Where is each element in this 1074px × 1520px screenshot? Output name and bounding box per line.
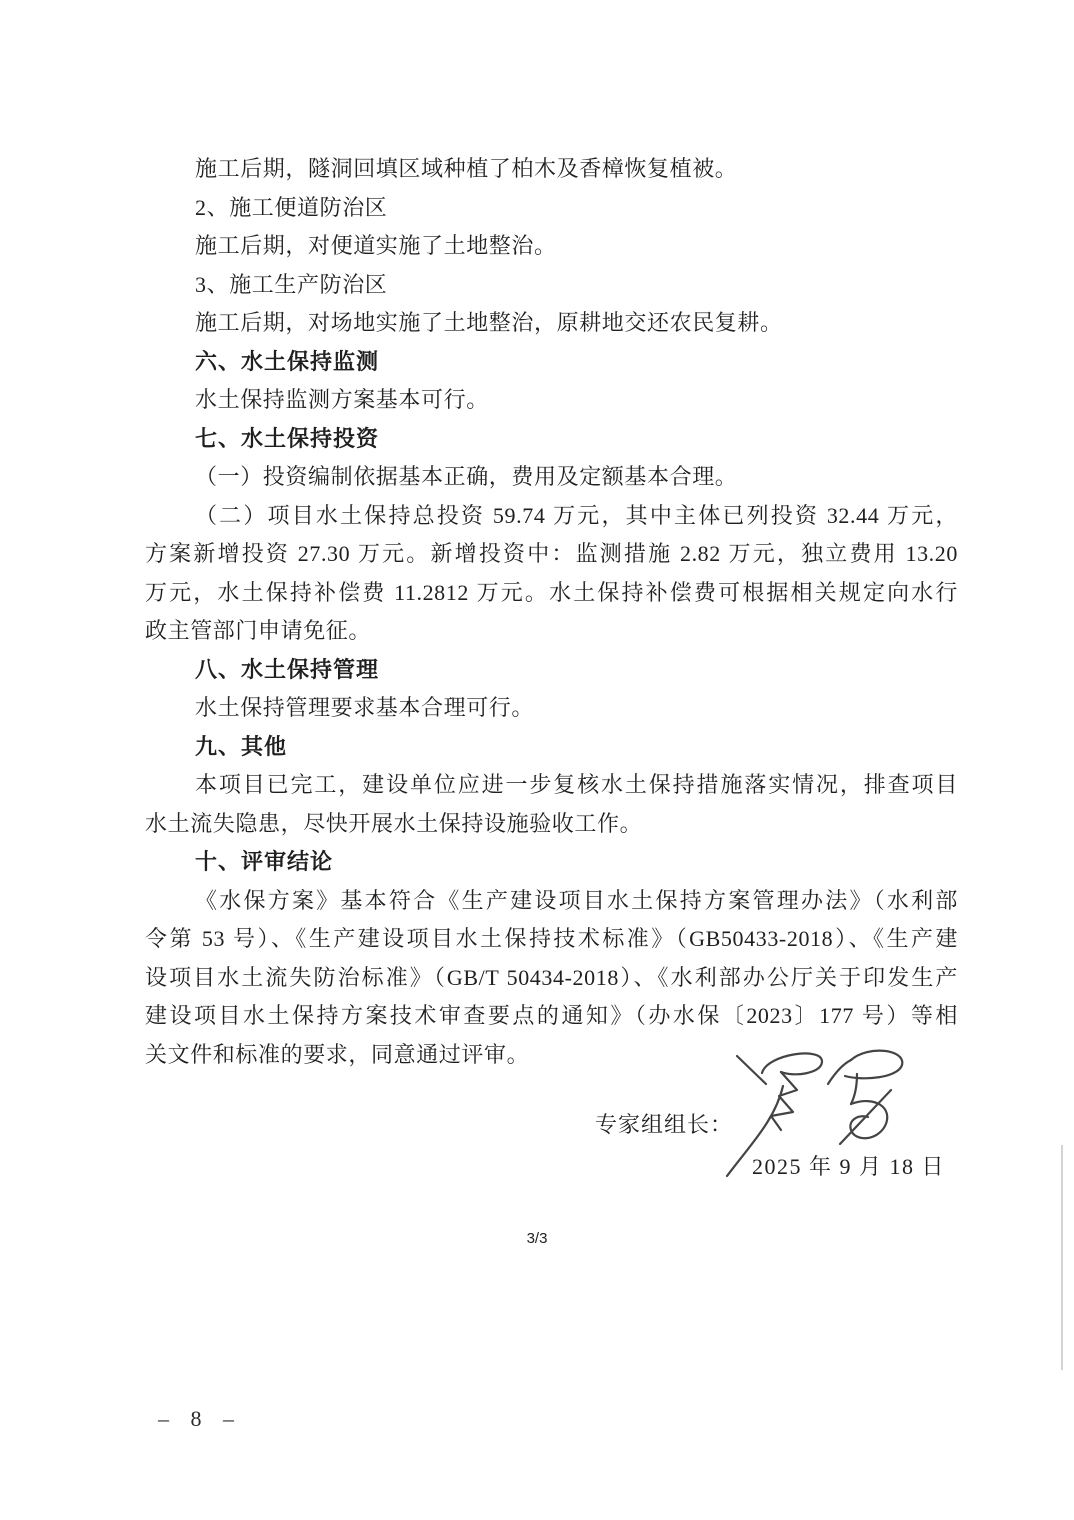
text-line: 水土保持管理要求基本合理可行。 <box>195 695 535 720</box>
text-line: （一）投资编制依据基本正确，费用及定额基本合理。 <box>195 464 738 489</box>
section-heading: 六、水土保持监测 <box>195 348 380 374</box>
text-line: （二）项目水土保持总投资 59.74 万元，其中主体已列投资 32.44 万元， <box>195 502 958 528</box>
text-line: 令第 53 号）、《生产建设项目水土保持技术标准》（GB50433-2018）、《生产建 <box>145 926 958 951</box>
signature-stroke <box>762 1053 822 1074</box>
text-line: 万元，水土保持补偿费 11.2812 万元。水土保持补偿费可根据相关规定向水行 <box>145 579 958 605</box>
text-line: 《水保方案》基本符合《生产建设项目水土保持方案管理办法》（水利部 <box>195 887 958 913</box>
text-line: 2、施工便道防治区 <box>195 194 388 220</box>
section-heading: 九、其他 <box>195 733 288 759</box>
text-line: 方案新增投资 27.30 万元。新增投资中：监测措施 2.82 万元，独立费用 13.20 <box>145 541 958 566</box>
text-line: 建设项目水土保持方案技术审查要点的通知》（办水保〔2023〕177 号）等相 <box>145 1003 958 1028</box>
signature-stroke <box>845 1051 902 1079</box>
text-line: 政主管部门申请免征。 <box>145 618 372 643</box>
text-line: 关文件和标准的要求，同意通过评审。 <box>145 1041 530 1067</box>
text-line: 3、施工生产防治区 <box>195 271 388 297</box>
text-line: 水土保持监测方案基本可行。 <box>195 387 489 412</box>
signature-stroke <box>828 1060 851 1084</box>
section-heading: 十、评审结论 <box>195 849 334 874</box>
scan-artifact-line <box>1061 1145 1063 1370</box>
signature-stroke <box>840 1090 891 1144</box>
text-line: 设项目水土流失防治标准》（GB/T 50434-2018）、《水利部办公厅关于印发生产 <box>145 964 958 990</box>
signature-date: 2025 年 9 月 18 日 <box>752 1154 946 1179</box>
page-number: – 8 – <box>158 1406 242 1431</box>
signature-label: 专家组组长： <box>595 1112 734 1137</box>
section-heading: 七、水土保持投资 <box>195 425 380 451</box>
signature-stroke <box>771 1072 797 1130</box>
text-line: 本项目已完工，建设单位应进一步复核水土保持措施落实情况，排查项目 <box>195 772 958 797</box>
page-indicator: 3/3 <box>526 1230 548 1247</box>
text-line: 施工后期，对便道实施了土地整治。 <box>195 233 557 258</box>
section-heading: 八、水土保持管理 <box>195 656 380 682</box>
document-body <box>145 150 958 1074</box>
signature-stroke <box>737 1056 766 1084</box>
signature-stroke <box>850 1101 887 1138</box>
text-line: 水土流失隐患，尽快开展水土保持设施验收工作。 <box>145 810 643 836</box>
text-line: 施工后期，隧洞回填区域种植了柏木及香樟恢复植被。 <box>195 156 738 181</box>
text-line: 施工后期，对场地实施了土地整治，原耕地交还农民复耕。 <box>195 310 783 335</box>
